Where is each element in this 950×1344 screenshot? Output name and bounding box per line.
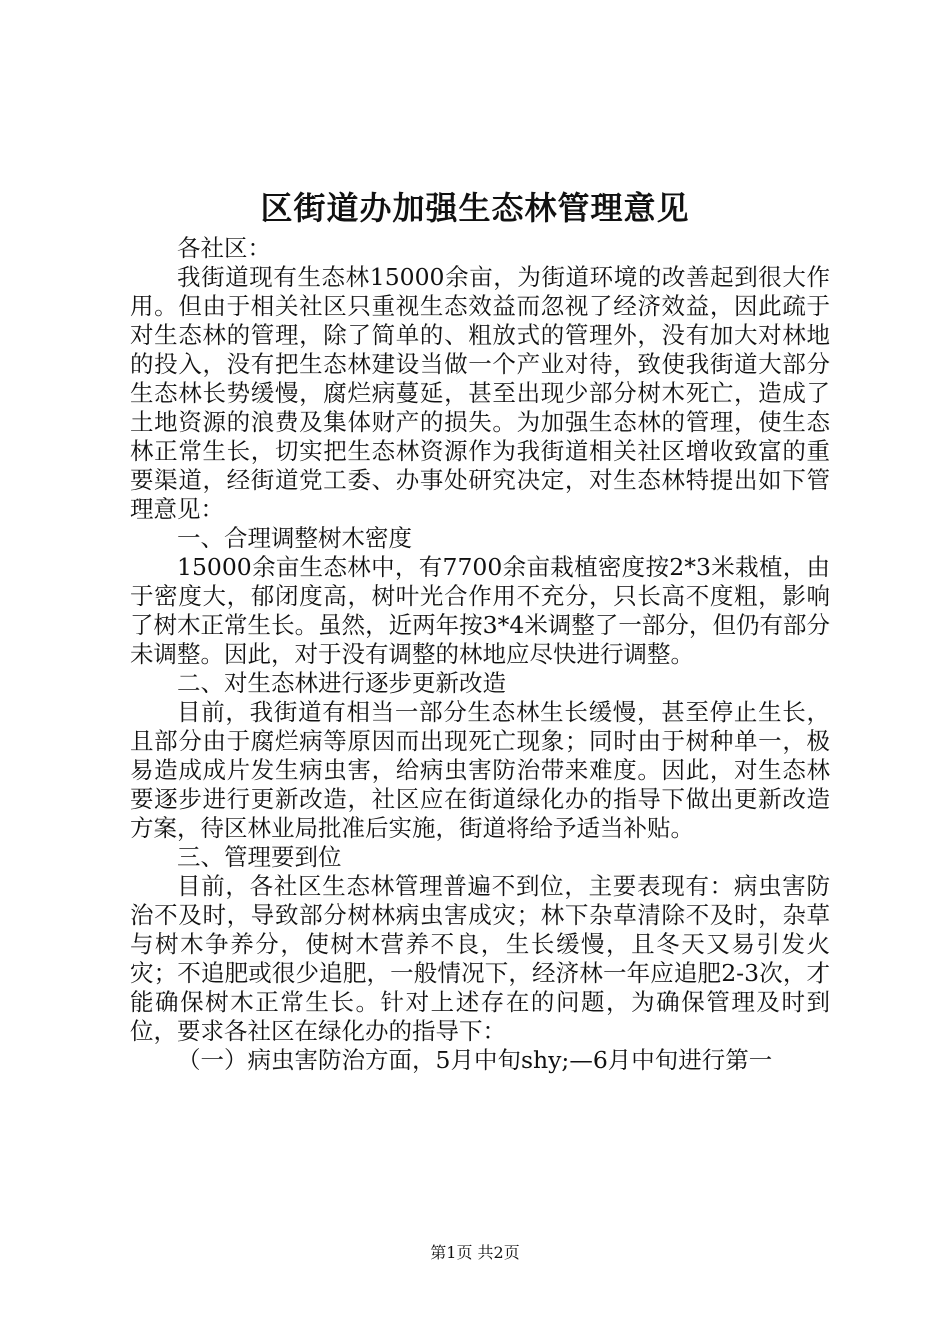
paragraph-subsection-1: （一）病虫害防治方面，5月中旬shy;—6月中旬进行第一 (177, 1046, 773, 1074)
page-footer: 第1页 共2页 (430, 1243, 520, 1262)
salutation: 各社区： (177, 234, 271, 262)
document-body (130, 234, 830, 1075)
section-heading-3: 三、管理要到位 (177, 843, 342, 871)
document-title: 区街道办加强生态林管理意见 (260, 189, 690, 227)
paragraph-section-1: 15000余亩生态林中，有7700余亩栽植密度按2*3米栽植，由于密度大，郁闭度高，树叶光合作用不充分，只长高不度粗，影响了树木正常生长。虽然，近两年按3*4米调整了一部分，但仍有部分未调整。因此，对于没有调整的林地应尽快进行调整。 (130, 553, 830, 668)
section-heading-1: 一、合理调整树木密度 (177, 524, 412, 552)
paragraph-section-3: 目前，各社区生态林管理普遍不到位，主要表现有：病虫害防治不及时，导致部分树林病虫害成灾；林下杂草清除不及时，杂草与树木争养分，使树木营养不良，生长缓慢，且冬天又易引发火灾；不追肥或很少追肥，一般情况下，经济林一年应追肥2-3次，才能确保树木正常生长。针对上述存在的问题，为确保管理及时到位，要求各社区在绿化办的指导下： (130, 872, 830, 1045)
paragraph-intro: 我街道现有生态林15000余亩，为街道环境的改善起到很大作用。但由于相关社区只重视生态效益而忽视了经济效益，因此疏于对生态林的管理，除了简单的、粗放式的管理外，没有加大对林地的投入，没有把生态林建设当做一个产业对待，致使我街道大部分生态林长势缓慢，腐烂病蔓延，甚至出现少部分树木死亡，造成了土地资源的浪费及集体财产的损失。为加强生态林的管理，使生态林正常生长，切实把生态林资源作为我街道相关社区增收致富的重要渠道，经街道党工委、办事处研究决定，对生态林特提出如下管理意见： (130, 263, 830, 523)
section-heading-2: 二、对生态林进行逐步更新改造 (177, 669, 506, 697)
paragraph-section-2: 目前，我街道有相当一部分生态林生长缓慢，甚至停止生长，且部分由于腐烂病等原因而出现死亡现象；同时由于树种单一，极易造成成片发生病虫害，给病虫害防治带来难度。因此，对生态林要逐步进行更新改造，社区应在街道绿化办的指导下做出更新改造方案，待区林业局批准后实施，街道将给予适当补贴。 (130, 698, 830, 842)
